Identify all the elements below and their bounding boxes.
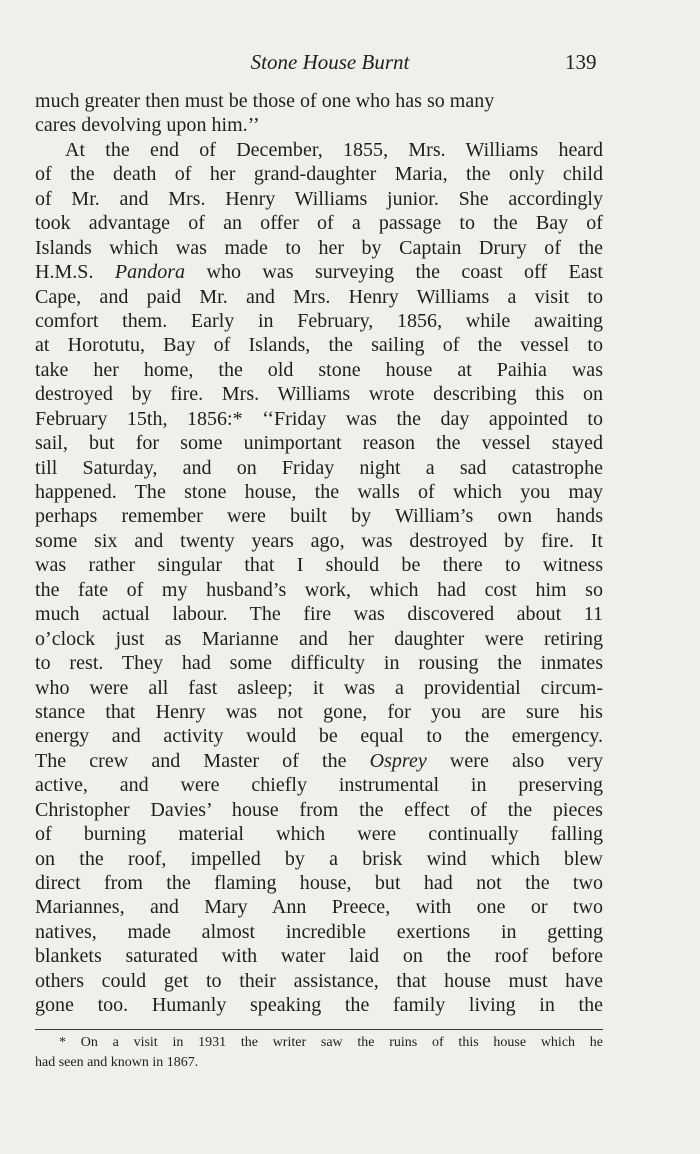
body-line-part: H.M.S. Pandora who was surveying the coast off East [35, 261, 603, 284]
body-line: who were all fast asleep; it was a providential circum- [35, 676, 603, 699]
body-line: gone too. Humanly speaking the family living in the [35, 994, 603, 1017]
body-line: comfort them. Early in February, 1856, while awaiting [35, 309, 603, 332]
body-line: till Saturday, and on Friday night a sad catastrophe [35, 456, 603, 479]
body-text [35, 89, 603, 1018]
body-line: take her home, the old stone house at Paihia was [35, 358, 603, 381]
body-line: At the end of December, 1855, Mrs. Williams heard [65, 138, 603, 161]
body-line: February 15th, 1856:* ‘‘Friday was the day appointed to [35, 407, 603, 430]
body-line: of burning material which were continually falling [35, 823, 603, 846]
body-line: direct from the flaming house, but had not the two [35, 872, 603, 894]
italic-name: Osprey [369, 749, 427, 772]
body-line: much actual labour. The fire was discovered about 11 [35, 603, 603, 626]
body-line: natives, made almost incredible exertions in getting [35, 920, 603, 943]
body-line: Cape, and paid Mr. and Mrs. Henry Williams a visit to [35, 285, 603, 308]
body-line: perhaps remember were built by William’s own hands [35, 505, 603, 528]
body-line: blankets saturated with water laid on the roof before [35, 945, 603, 968]
body-line: destroyed by fire. Mrs. Williams wrote describing this on [35, 383, 603, 406]
body-line: on the roof, impelled by a brisk wind which blew [35, 847, 603, 870]
body-line: was rather singular that I should be there to witness [35, 554, 603, 577]
body-line: The crew and Master of the Osprey were also very [35, 749, 603, 772]
body-line: others could get to their assistance, that house must have [35, 969, 603, 992]
footnote-line: had seen and known in 1867. [35, 1055, 199, 1070]
body-line: active, and were chiefly instrumental in preserving [35, 774, 603, 797]
body-line: Mariannes, and Mary Ann Preece, with one or two [35, 896, 603, 919]
page-number: 139 [565, 50, 597, 74]
body-line: sail, but for some unimportant reason the vessel stayed [35, 432, 603, 455]
body-line: at Horotutu, Bay of Islands, the sailing of the vessel to [35, 334, 603, 357]
body-line: cares devolving upon him.’’ [35, 114, 260, 137]
body-line: the fate of my husband’s work, which had cost him so [35, 578, 603, 601]
footnote-line: * On a visit in 1931 the writer saw the ruins of this house which he [59, 1035, 603, 1050]
body-line: energy and activity would be equal to the emergency. [35, 725, 603, 748]
body-line: to rest. They had some difficulty in rousing the inmates [35, 652, 603, 675]
body-line: happened. The stone house, the walls of which you may [35, 481, 603, 503]
body-line: stance that Henry was not gone, for you are sure his [35, 700, 603, 723]
body-line: o’clock just as Marianne and her daughter were retiring [35, 627, 603, 650]
body-line: of Mr. and Mrs. Henry Williams junior. She accordingly [35, 187, 603, 210]
italic-name: Pandora [114, 261, 186, 284]
body-line: of the death of her grand-daughter Maria, the only child [35, 163, 603, 186]
page-header [0, 48, 700, 78]
body-line [35, 260, 603, 284]
body-line: took advantage of an offer of a passage to the Bay of [35, 212, 603, 235]
body-line: Christopher Davies’ house from the effect of the pieces [35, 798, 603, 821]
body-line: much greater then must be those of one who has so many [35, 90, 495, 112]
footnote-divider [35, 1029, 603, 1030]
body-line: Islands which was made to her by Captain Drury of the [35, 236, 603, 259]
body-line: some six and twenty years ago, was destroyed by fire. It [35, 529, 603, 552]
footnote [35, 1033, 603, 1073]
running-head: Stone House Burnt [250, 50, 410, 74]
